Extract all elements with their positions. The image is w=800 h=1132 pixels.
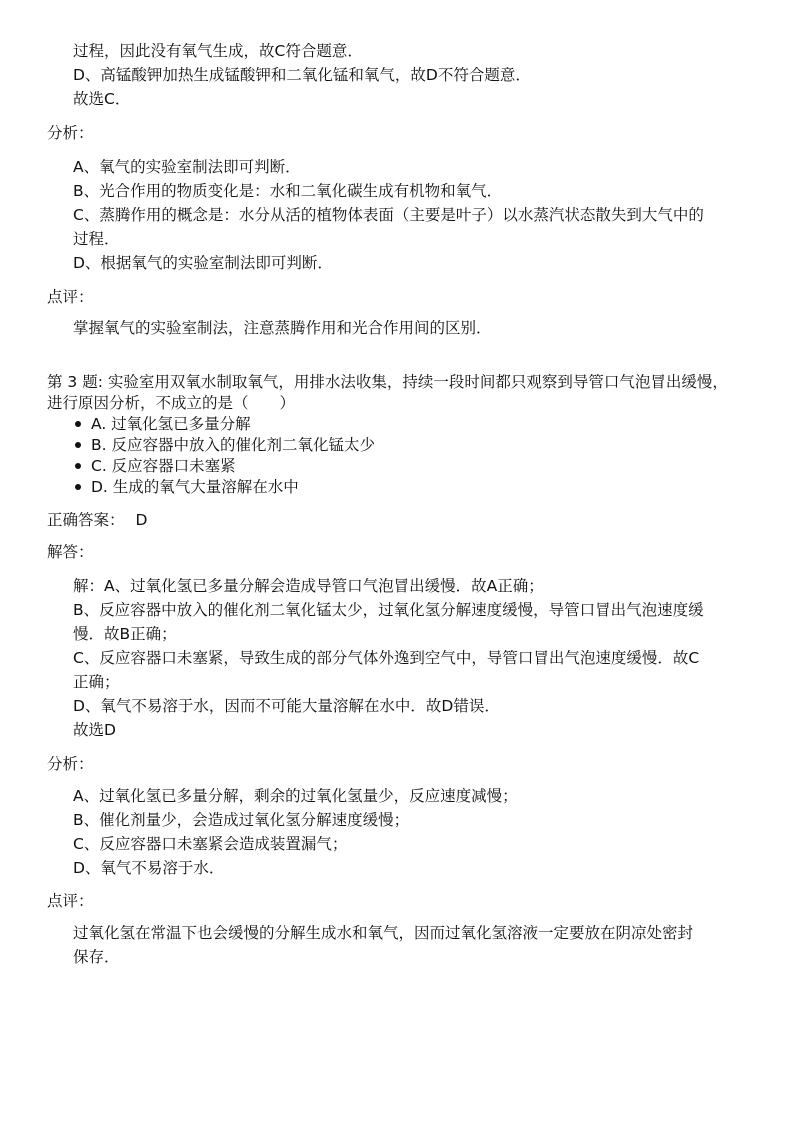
solution-line: C、反应容器口未塞紧，导致生成的部分气体外逸到空气中，导管口冒出气泡速度缓慢．故C bbox=[73, 649, 700, 667]
option-item: D. 生成的氧气大量溶解在水中 bbox=[73, 477, 375, 498]
correct-answer-value: D bbox=[135, 511, 148, 529]
bullet-icon bbox=[75, 442, 81, 448]
comment-line: 保存． bbox=[73, 948, 120, 966]
option-list bbox=[73, 414, 375, 498]
option-item: A. 过氧化氢已多量分解 bbox=[73, 414, 375, 435]
solution-line: 慢．故B正确； bbox=[73, 625, 177, 643]
question-stem: 进行原因分析，不成立的是（ ） bbox=[47, 394, 296, 412]
question-stem: 第 3 题: 实验室用双氧水制取氧气，用排水法收集，持续一段时间都只观察到导管口气泡冒出缓慢， bbox=[47, 373, 728, 391]
analysis-heading: 分析： bbox=[47, 755, 94, 773]
analysis-heading: 分析： bbox=[47, 124, 94, 142]
solution-heading: 解答： bbox=[47, 543, 94, 561]
correct-answer-label: 正确答案： bbox=[47, 511, 125, 529]
option-item: C. 反应容器口未塞紧 bbox=[73, 456, 375, 477]
comment-heading: 点评： bbox=[47, 892, 94, 910]
analysis-line: A、过氧化氢已多量分解，剩余的过氧化氢量少，反应速度减慢； bbox=[73, 787, 518, 805]
analysis-line: C、蒸腾作用的概念是：水分从活的植物体表面（主要是叶子）以水蒸汽状态散失到大气中的 bbox=[73, 206, 704, 224]
comment-line: 过氧化氢在常温下也会缓慢的分解生成水和氧气，因而过氧化氢溶液一定要放在阴凉处密封 bbox=[73, 924, 694, 942]
solution-line: D、氧气不易溶于水，因而不可能大量溶解在水中．故D错误． bbox=[73, 697, 500, 715]
analysis-line: D、氧气不易溶于水． bbox=[73, 859, 225, 877]
solution-line: B、反应容器中放入的催化剂二氧化锰太少，过氧化氢分解速度缓慢，导管口冒出气泡速度缓 bbox=[73, 601, 704, 619]
solution-line: 故选D bbox=[73, 721, 116, 739]
analysis-line: B、光合作用的物质变化是：水和二氧化碳生成有机物和氧气． bbox=[73, 182, 503, 200]
analysis-line: D、根据氧气的实验室制法即可判断． bbox=[73, 254, 333, 272]
bullet-icon bbox=[75, 484, 81, 490]
comment-heading: 点评： bbox=[47, 288, 94, 306]
analysis-line: B、催化剂量少，会造成过氧化氢分解速度缓慢； bbox=[73, 811, 410, 829]
analysis-line: A、氧气的实验室制法即可判断． bbox=[73, 158, 301, 176]
comment-line: 掌握氧气的实验室制法，注意蒸腾作用和光合作用间的区别． bbox=[73, 319, 492, 337]
continued-solution-line: 过程，因此没有氧气生成，故C符合题意． bbox=[73, 42, 363, 60]
analysis-line: 过程． bbox=[73, 230, 120, 248]
continued-solution-line: D、高锰酸钾加热生成锰酸钾和二氧化锰和氧气，故D不符合题意． bbox=[73, 66, 531, 84]
bullet-icon bbox=[75, 463, 81, 469]
solution-line: 正确； bbox=[73, 673, 120, 691]
option-item: B. 反应容器中放入的催化剂二氧化锰太少 bbox=[73, 435, 375, 456]
continued-solution-line: 故选C． bbox=[73, 90, 131, 108]
analysis-line: C、反应容器口未塞紧会造成装置漏气； bbox=[73, 835, 348, 853]
bullet-icon bbox=[75, 421, 81, 427]
correct-answer bbox=[47, 508, 147, 532]
solution-line: 解：A、过氧化氢已多量分解会造成导管口气泡冒出缓慢．故A正确； bbox=[73, 577, 544, 595]
